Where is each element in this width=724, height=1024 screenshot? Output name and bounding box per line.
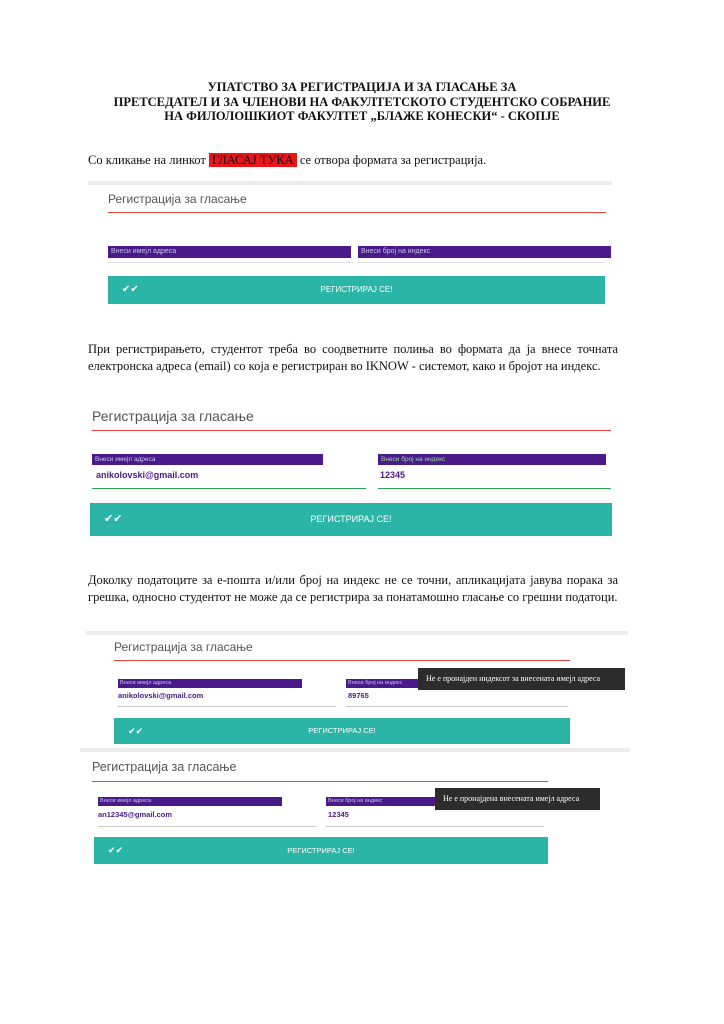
email-input-value[interactable]: an12345@gmail.com [98,810,173,819]
index-input-value[interactable]: 12345 [380,470,406,480]
register-button-label: РЕГИСТРИРАЈ СЕ! [320,285,393,294]
email-label: Внеси имејл адреса [92,454,323,465]
email-label: Внеси имејл адреса [118,679,302,688]
screenshot-2 [86,402,614,542]
register-button-label: РЕГИСТРИРАЈ СЕ! [287,846,355,855]
form-title-underline [108,212,606,213]
register-button-label: РЕГИСТРИРАЈ СЕ! [310,514,392,524]
error-paragraph: Доколку податоците за е-пошта и/или број на индекс не се точни, апликацијата јавува порака за грешка, односно студентот не може да се регистрира за понатамошно гласање со грешни податоци. [88,573,618,604]
form-title: Регистрација за гласање [92,760,237,774]
index-input-value[interactable]: 12345 [328,810,349,819]
email-input-underline [92,488,366,489]
title-line-1: УПАТСТВО ЗА РЕГИСТРАЦИЈА И ЗА ГЛАСАЊЕ ЗА [207,80,517,94]
index-label: Внеси број на индекс [326,797,436,806]
register-button[interactable] [114,718,570,744]
form-title-underline [114,660,570,661]
form-title: Регистрација за гласање [114,640,253,654]
screenshot-1 [88,186,612,310]
title-line-2: ПРЕТСЕДАТЕЛ И ЗА ЧЛЕНОВИ НА ФАКУЛТЕТСКОТО СТУДЕНТСКО СОБРАНИЕ [113,94,611,109]
form-title: Регистрација за гласање [108,192,247,206]
index-label: Внеси број на индекс [346,679,418,688]
title-line-3: НА ФИЛОЛОШКИОТ ФАКУЛТЕТ „БЛАЖЕ КОНЕСКИ“ - СКОПЈЕ [164,109,560,123]
index-label: Внеси број на индекс [358,246,611,258]
email-input-value[interactable]: anikolovski@gmail.com [118,691,204,700]
registration-paragraph: При регистрирањето, студентот треба во соодветните полиња во формата да ја внесе точната електронска адреса (email) со која е регистриран во IKNOW - системот, како и бројот на индекс. [88,342,618,373]
screenshot-1-top-band [88,181,612,185]
form-title-underline [92,781,548,782]
index-input-underline [358,262,603,263]
register-button[interactable] [90,503,612,536]
double-check-icon: ✔✔ [104,513,123,525]
register-button[interactable] [94,837,548,864]
form-title: Регистрација за гласање [92,408,254,424]
intro-after: се отвора формата за регистрација. [296,153,487,167]
double-check-icon: ✔✔ [108,845,124,855]
index-input-underline [378,488,611,489]
intro-before: Со кликање на линкот [88,153,209,167]
vote-here-link[interactable]: ГЛАСАЈ ТУКА [209,153,297,167]
index-input-underline [346,706,568,707]
screenshot-4 [80,754,630,866]
register-button-label: РЕГИСТРИРАЈ СЕ! [308,726,376,735]
index-input-value[interactable]: 89765 [348,691,369,700]
double-check-icon: ✔✔ [128,726,144,736]
email-input-underline [118,706,336,707]
form-title-underline [92,430,611,431]
email-input-underline [108,262,353,263]
screenshot-3-top-band [86,631,628,635]
email-input-value[interactable]: anikolovski@gmail.com [96,470,199,480]
register-button[interactable] [108,276,605,304]
error-tooltip-email: Не е пронајдена внесената имејл адреса [435,788,600,810]
email-input-underline [98,826,316,827]
email-label: Внеси имејл адреса [108,246,351,258]
intro-paragraph [88,152,618,169]
index-label: Внеси број на индекс [378,454,606,465]
double-check-icon: ✔✔ [122,284,139,295]
screenshot-3 [86,636,628,746]
email-label: Внеси имејл адреса [98,797,282,806]
screenshot-4-top-band [80,748,630,752]
document-title [60,80,664,124]
index-input-underline [326,826,544,827]
error-tooltip-index: Не е пронајден индексот за внесената имејл адреса [418,668,625,690]
